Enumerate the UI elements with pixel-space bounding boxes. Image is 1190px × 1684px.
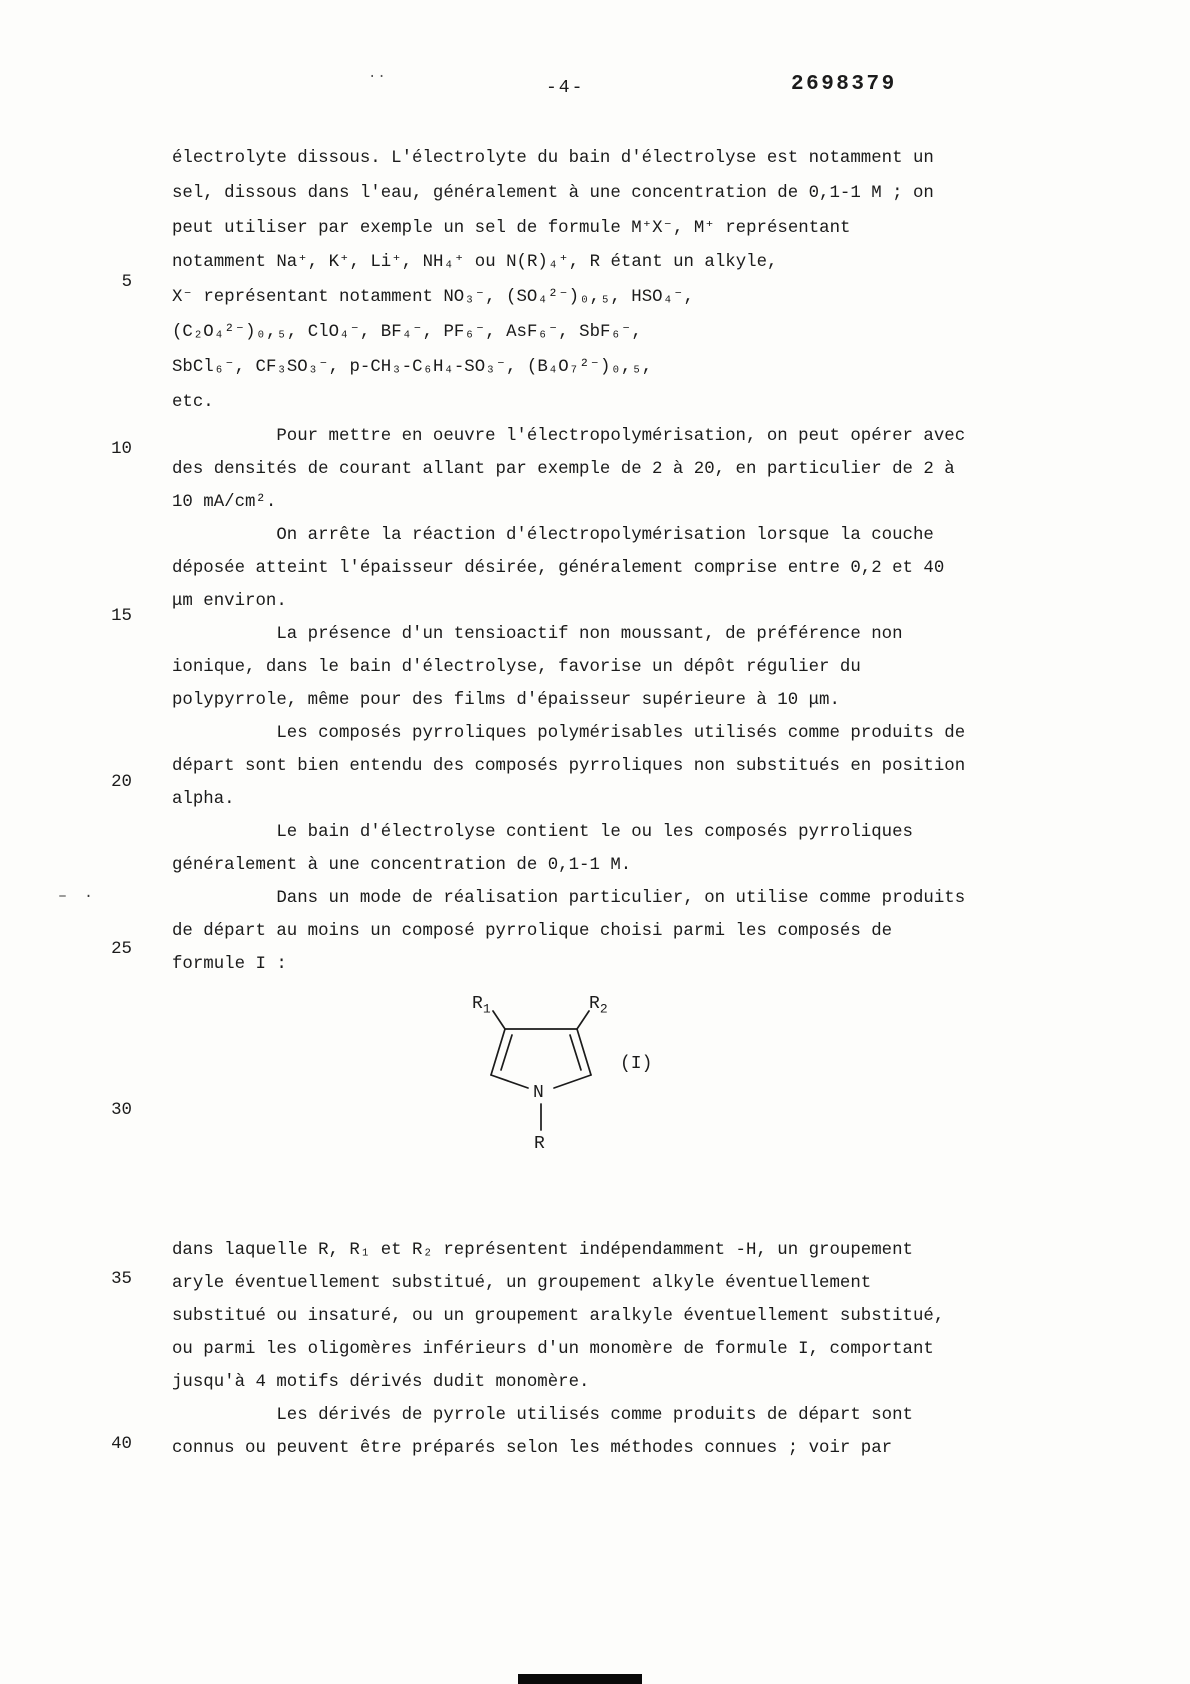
text-line: alpha. xyxy=(172,790,235,810)
scan-artifact-top: .. xyxy=(368,66,387,82)
text-line: substitué ou insaturé, ou un groupement aralkyle éventuellement substitué, xyxy=(172,1307,945,1327)
text-line: électrolyte dissous. L'électrolyte du bain d'électrolyse est notamment un xyxy=(172,149,934,168)
paragraph-electrolyte-salts xyxy=(172,142,987,420)
bond-r1 xyxy=(493,1011,505,1029)
bond-ring-right xyxy=(577,1029,591,1075)
bond-ring-left xyxy=(491,1029,505,1075)
substituent-r-label: R xyxy=(534,1134,545,1155)
line-number: 5 xyxy=(121,273,132,292)
line-number: 10 xyxy=(111,440,132,459)
bond-r2 xyxy=(577,1011,589,1029)
text-line: sel, dissous dans l'eau, généralement à une concentration de 0,1-1 M ; on xyxy=(172,183,934,203)
r2-base: R xyxy=(589,994,600,1015)
text-line: μm environ. xyxy=(172,592,287,612)
line-number: 15 xyxy=(111,607,132,626)
text-line: dans laquelle R, R₁ et R₂ représentent indépendamment -H, un groupement xyxy=(172,1241,913,1261)
text-line: La présence d'un tensioactif non moussant, de préférence non xyxy=(172,625,903,645)
scan-artifact-left: – · xyxy=(58,888,98,905)
r1-index: 1 xyxy=(482,1001,491,1017)
text-line: X⁻ représentant notamment NO₃⁻, (SO₄²⁻)₀,₅, HSO₄⁻, xyxy=(172,288,694,308)
document-body xyxy=(172,142,987,1465)
pyrrole-structure-diagram xyxy=(172,981,987,1234)
patent-number: 2698379 xyxy=(791,73,897,96)
line-number: 25 xyxy=(111,940,132,959)
r2-index: 2 xyxy=(599,1001,608,1017)
text-line: Le bain d'électrolyse contient le ou les composés pyrroliques xyxy=(172,823,913,843)
line-number: 30 xyxy=(111,1101,132,1120)
text-line: etc. xyxy=(172,392,214,412)
r1-base: R xyxy=(472,994,483,1015)
text-line: SbCl₆⁻, CF₃SO₃⁻, p-CH₃-C₆H₄-SO₃⁻, (B₄O₇²⁻)₀,₅, xyxy=(172,357,653,377)
paragraphs-substituent-definition xyxy=(172,1234,987,1465)
text-line: déposée atteint l'épaisseur désirée, généralement comprise entre 0,2 et 40 xyxy=(172,559,945,579)
paragraphs-electropolymerisation xyxy=(172,420,987,981)
formula-reference-label: (I) xyxy=(620,1054,653,1075)
scan-edge-mark xyxy=(518,1674,642,1684)
text-line: aryle éventuellement substitué, un groupement alkyle éventuellement xyxy=(172,1274,872,1294)
text-line: des densités de courant allant par exemple de 2 à 20, en particulier de 2 à xyxy=(172,460,955,480)
text-line: Les dérivés de pyrrole utilisés comme produits de départ sont xyxy=(172,1406,913,1426)
text-line: ou parmi les oligomères inférieurs d'un monomère de formule I, comportant xyxy=(172,1340,934,1360)
nitrogen-atom-label: N xyxy=(533,1083,544,1104)
text-line: Les composés pyrroliques polymérisables utilisés comme produits de xyxy=(172,724,966,744)
substituent-r1-label xyxy=(472,993,491,1015)
text-line: généralement à une concentration de 0,1-1 M. xyxy=(172,856,632,876)
text-line: départ sont bien entendu des composés pyrroliques non substitués en position xyxy=(172,757,966,777)
text-line: notamment Na⁺, K⁺, Li⁺, NH₄⁺ ou N(R)₄⁺, R étant un alkyle, xyxy=(172,253,778,273)
text-line: polypyrrole, même pour des films d'épaisseur supérieure à 10 μm. xyxy=(172,691,840,711)
line-number: 20 xyxy=(111,773,132,792)
double-bond-right-inner xyxy=(570,1035,581,1070)
substituent-r2-label xyxy=(589,993,608,1015)
double-bond-left-inner xyxy=(501,1035,512,1070)
text-line: peut utiliser par exemple un sel de formule M⁺X⁻, M⁺ représentant xyxy=(172,218,851,238)
bond-ring-to-n-left xyxy=(491,1075,528,1088)
bond-ring-to-n-right xyxy=(554,1075,591,1088)
text-line: ionique, dans le bain d'électrolyse, favorise un dépôt régulier du xyxy=(172,658,861,678)
text-line: formule I : xyxy=(172,955,287,975)
text-line: de départ au moins un composé pyrrolique choisi parmi les composés de xyxy=(172,922,893,942)
page-number: -4- xyxy=(546,78,585,98)
pyrrole-ring-bonds xyxy=(172,981,967,1234)
text-line: Pour mettre en oeuvre l'électropolymérisation, on peut opérer avec xyxy=(172,427,966,447)
text-line: (C₂O₄²⁻)₀,₅, ClO₄⁻, BF₄⁻, PF₆⁻, AsF₆⁻, SbF₆⁻, xyxy=(172,322,642,342)
text-line: connus ou peuvent être préparés selon les méthodes connues ; voir par xyxy=(172,1439,893,1459)
text-line: jusqu'à 4 motifs dérivés dudit monomère. xyxy=(172,1373,590,1393)
line-number: 35 xyxy=(111,1270,132,1289)
line-number-column xyxy=(0,0,140,1684)
line-number: 40 xyxy=(111,1435,132,1454)
text-line: 10 mA/cm². xyxy=(172,493,277,513)
text-line: On arrête la réaction d'électropolymérisation lorsque la couche xyxy=(172,526,934,546)
text-line: Dans un mode de réalisation particulier, on utilise comme produits xyxy=(172,889,966,909)
